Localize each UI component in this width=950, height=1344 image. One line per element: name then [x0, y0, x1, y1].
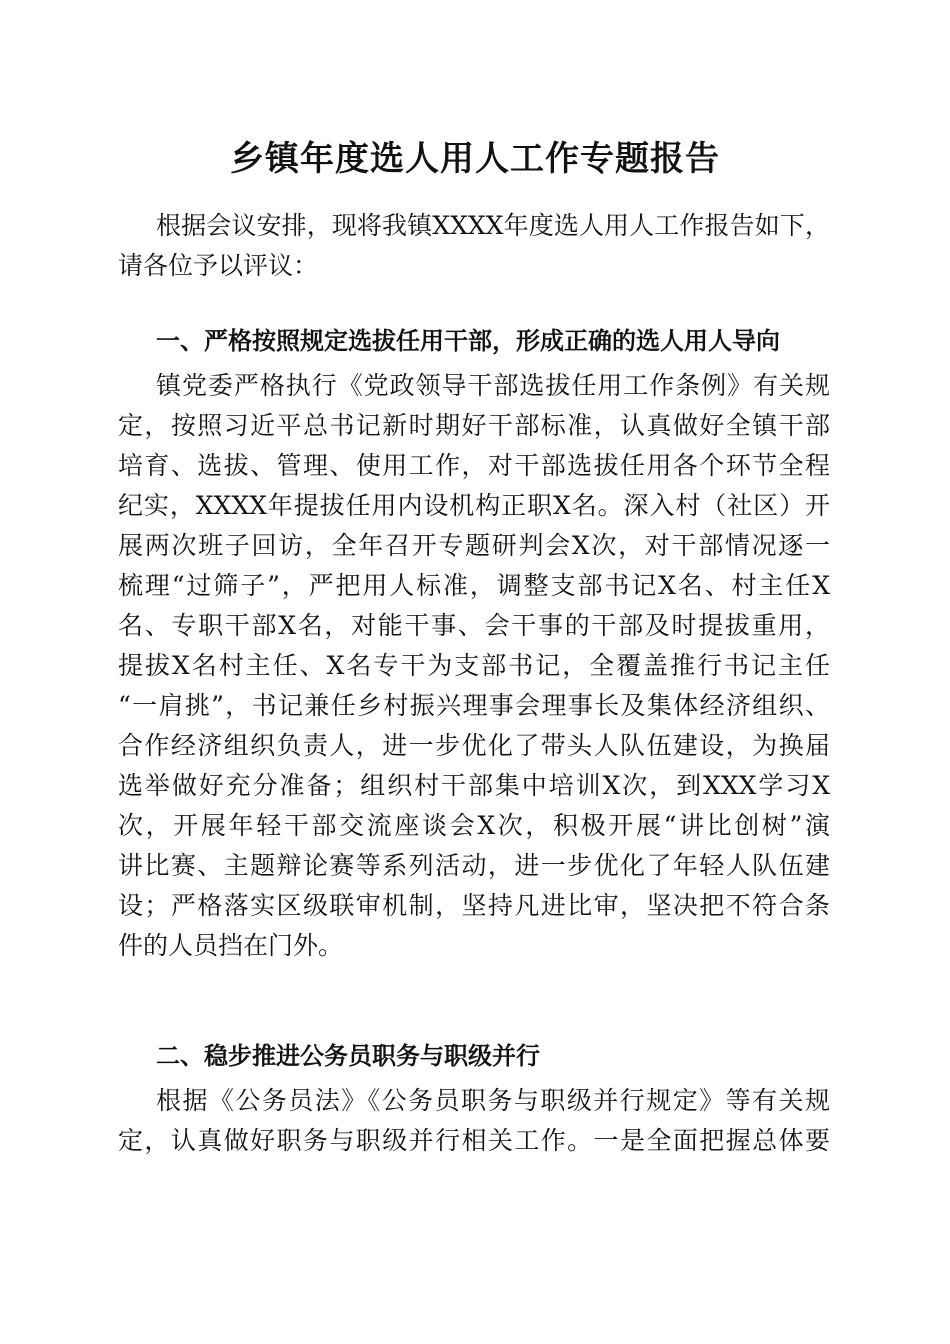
paragraph-line: 合作经济组织负责人，进一步优化了带头人队伍建设，为换届	[118, 731, 830, 760]
paragraph-line: 件的人员挡在门外。	[118, 931, 344, 960]
section-heading-2: 二、稳步推进公务员职务与职级并行	[156, 1042, 540, 1070]
paragraph-line: 讲比赛、主题辩论赛等系列活动，进一步优化了年轻人队伍建	[118, 851, 830, 880]
intro-paragraph	[118, 206, 830, 286]
paragraph-line: 展两次班子回访，全年召开专题研判会X次，对干部情况逐一	[118, 531, 830, 560]
document-title: 乡镇年度选人用人工作专题报告	[230, 139, 720, 179]
section-heading-1: 一、严格按照规定选拔任用干部，形成正确的选人用人导向	[156, 327, 780, 355]
paragraph-line: 提拔X名村主任、X名专干为支部书记，全覆盖推行书记主任	[118, 651, 830, 680]
paragraph-line: 选举做好充分准备；组织村干部集中培训X次，到XXX学习X	[118, 771, 830, 800]
paragraph-line: 名、专职干部X名，对能干事、会干事的干部及时提拔重用，	[118, 611, 830, 640]
paragraph-line: 设；严格落实区级联审机制，坚持凡进比审，坚决把不符合条	[118, 891, 830, 920]
paragraph-line: 根据会议安排，现将我镇XXXX年度选人用人工作报告如下，	[156, 211, 830, 240]
section-1-paragraph	[118, 366, 830, 966]
paragraph-line: 定，认真做好职务与职级并行相关工作。一是全面把握总体要	[118, 1126, 830, 1155]
paragraph-line: 培育、选拔、管理、使用工作，对干部选拔任用各个环节全程	[118, 451, 830, 480]
paragraph-line: 镇党委严格执行《党政领导干部选拔任用工作条例》有关规	[156, 371, 830, 400]
paragraph-line: 根据《公务员法》《公务员职务与职级并行规定》等有关规	[156, 1086, 830, 1115]
paragraph-line: 次，开展年轻干部交流座谈会X次，积极开展“讲比创树”演	[118, 811, 830, 840]
paragraph-line: “一肩挑”，书记兼任乡村振兴理事会理事长及集体经济组织、	[118, 691, 830, 720]
paragraph-line: 纪实，XXXX年提拔任用内设机构正职X名。深入村（社区）开	[118, 491, 830, 520]
paragraph-line: 梳理“过筛子”，严把用人标准，调整支部书记X名、村主任X	[118, 571, 830, 600]
paragraph-line: 请各位予以评议：	[118, 251, 319, 280]
paragraph-line: 定，按照习近平总书记新时期好干部标准，认真做好全镇干部	[118, 411, 830, 440]
section-2-paragraph	[118, 1081, 830, 1161]
